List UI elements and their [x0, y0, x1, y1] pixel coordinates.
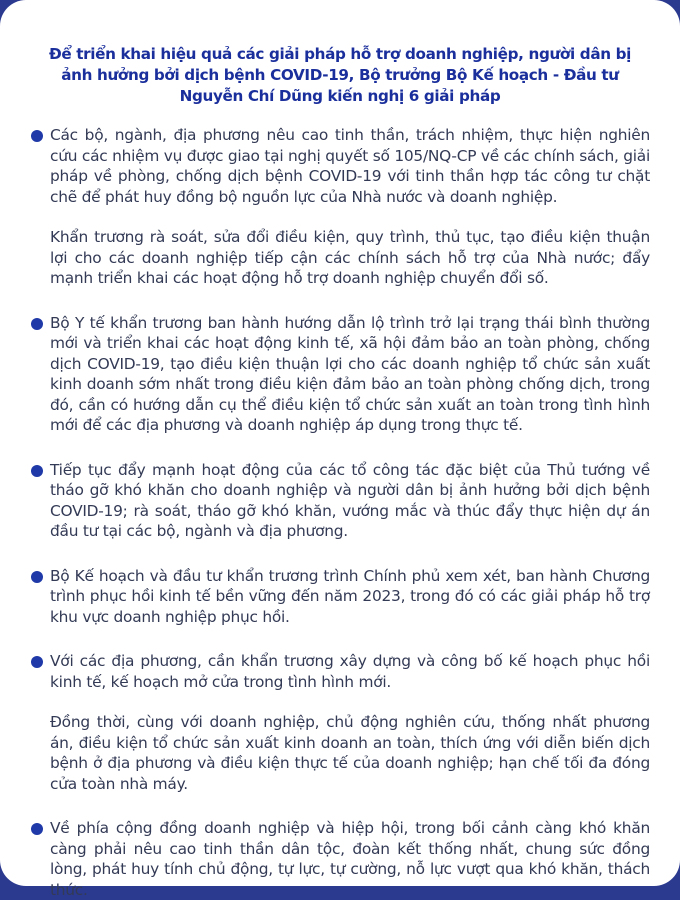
bullet-dot-icon: [31, 318, 43, 330]
recommendation-list: [30, 125, 650, 900]
recommendation-paragraph: Về phía cộng đồng doanh nghiệp và hiệp hội, trong bối cảnh càng khó khăn càng phải nêu cao tinh thần dân tộc, đoàn kết thống nhất, chung sức đồng lòng, phát huy tính chủ động, tự lực, tự cường, nỗ lực vượt qua khó khăn, thách thức.: [50, 819, 650, 899]
recommendation-item: [30, 460, 650, 542]
recommendation-paragraph: Bộ Y tế khẩn trương ban hành hướng dẫn lộ trình trở lại trạng thái bình thường mới và triển khai các hoạt động kinh tế, xã hội đảm bảo an toàn phòng, chống dịch COVID-19, tạo điều kiện thuận lợi cho các doanh nghiệp tổ chức sản xuất kinh doanh sớm nhất trong điều kiện đảm bảo an toàn phòng chống dịch, trong đó, cần có hướng dẫn cụ thể điều kiện tổ chức sản xuất an toàn trong tình hình mới để các địa phương và doanh nghiệp áp dụng trong thực tế.: [50, 313, 650, 434]
recommendation-item: [30, 313, 650, 436]
bullet-dot-icon: [31, 130, 43, 142]
recommendation-paragraph: Bộ Kế hoạch và đầu tư khẩn trương trình Chính phủ xem xét, ban hành Chương trình phục hồi kinh tế bền vững đến năm 2023, trong đó có các giải pháp hỗ trợ khu vực doanh nghiệp phục hồi.: [50, 566, 650, 626]
recommendation-paragraph: Khẩn trương rà soát, sửa đổi điều kiện, quy trình, thủ tục, tạo điều kiện thuận lợi cho các doanh nghiệp tiếp cận các chính sách hỗ trợ của Nhà nước; đẩy mạnh triển khai các hoạt động hỗ trợ doanh nghiệp chuyển đổi số.: [50, 228, 650, 287]
bullet-dot-icon: [31, 656, 43, 668]
recommendation-item: [30, 125, 650, 289]
bullet-dot-icon: [31, 571, 43, 583]
recommendation-paragraph: Đồng thời, cùng với doanh nghiệp, chủ động nghiên cứu, thống nhất phương án, điều kiện tổ chức sản xuất kinh doanh an toàn, thích ứng với diễn biến dịch bệnh ở địa phương và điều kiện thực tế của doanh nghiệp; hạn chế tối đa đóng cửa toàn nhà máy.: [50, 713, 650, 793]
recommendation-paragraph: Các bộ, ngành, địa phương nêu cao tinh thần, trách nhiệm, thực hiện nghiên cứu các nhiệm vụ được giao tại nghị quyết số 105/NQ-CP về các chính sách, giải pháp về phòng, chống dịch bệnh COVID-19 với tinh thần hợp tác công tư chặt chẽ để phát huy đồng bộ nguồn lực của Nhà nước và doanh nghiệp.: [50, 126, 650, 206]
headline: Để triển khai hiệu quả các giải pháp hỗ trợ doanh nghiệp, người dân bị ảnh hưởng bởi dịch bệnh COVID-19, Bộ trưởng Bộ Kế hoạch - Đầu tư Nguyễn Chí Dũng kiến nghị 6 giải pháp: [48, 45, 632, 105]
recommendation-paragraph: Với các địa phương, cần khẩn trương xây dựng và công bố kế hoạch phục hồi kinh tế, kế hoạch mở cửa trong tình hình mới.: [50, 652, 650, 691]
recommendation-item: [30, 651, 650, 794]
bullet-dot-icon: [31, 465, 43, 477]
recommendation-item: [30, 818, 650, 900]
recommendation-item: [30, 566, 650, 628]
bullet-dot-icon: [31, 823, 43, 835]
recommendation-paragraph: Tiếp tục đẩy mạnh hoạt động của các tổ công tác đặc biệt của Thủ tướng về tháo gỡ khó khăn cho doanh nghiệp và người dân bị ảnh hưởng bởi dịch bệnh COVID-19; rà soát, tháo gỡ khó khăn, vướng mắc và thúc đẩy thực hiện dự án đầu tư tại các bộ, ngành và địa phương.: [50, 460, 650, 540]
